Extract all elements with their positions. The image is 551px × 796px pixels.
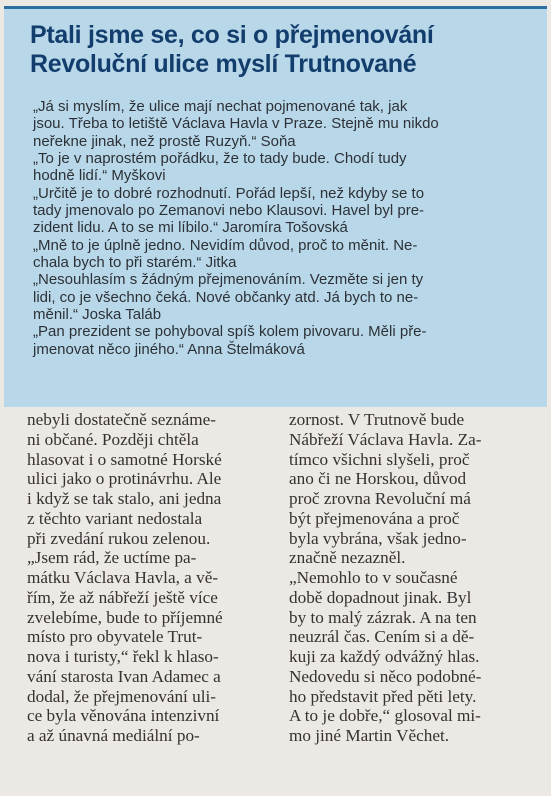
quote-2: „To je v naprostém pořádku, že to tady bude. Chodí tudy hodně lidí.“ Myškovi xyxy=(33,150,407,185)
quote-6: „Pan prezident se pohyboval spíš kolem pivovaru. Měli pře- jmenovat něco jiného.“ Anna Štelmáková xyxy=(33,323,427,358)
quote-3: „Určitě je to dobré rozhodnutí. Pořád lepší, než kdyby se to tady jmenovalo po Zemanovi nebo Klausovi. Havel byl pre- zident lidu. A to se mi líbilo.“ Jaromíra Tošovská xyxy=(33,184,425,237)
quote-5: „Nesouhlasím s žádným přejmenováním. Vezměte si jen ty lidi, co je všechno čeká. Nové občanky atd. Já bych to ne- měnil.“ Joska Taláb xyxy=(33,271,424,324)
quote-1: „Já si myslím, že ulice mají nechat pojmenované tak, jak jsou. Třeba to letiště Václava Havla v Praze. Stejně mu nikdo neřekne jinak, než prostě Ruzyň.“ Soňa xyxy=(33,98,439,150)
article-left-column xyxy=(27,410,277,746)
box-title: Ptali jsme se, co si o přejmenování Revoluční ulice myslí Trutnované xyxy=(30,21,434,78)
article-columns xyxy=(27,410,551,796)
quote-4: „Mně to je úplně jedno. Nevidím důvod, proč to měnit. Ne- chala bych to při starém.“ Jitka xyxy=(33,236,418,272)
article-paragraph: zornost. V Trutnově bude Nábřeží Václava Havla. Za- tímco všichni slyšeli, proč ano či ne Horskou, důvod proč zrovna Revoluční má být přejmenována a proč byla vybrána, však jedno- značně nezazněl. xyxy=(289,410,482,568)
survey-box xyxy=(4,6,547,407)
article-right-column xyxy=(289,410,539,746)
article-paragraph: nebyli dostatečně seznáme- ni občané. Později chtěla hlasovat i o samotné Horské ulici jako o protinávrhu. Ale i když se tak stalo, ani jedna z těchto variant nedostala při zvedání rukou zelenou. xyxy=(27,410,222,548)
quotes-list xyxy=(33,98,543,358)
article-paragraph: „Jsem rád, že uctíme pa- mátku Václava Havla, a vě- řím, že až nábřeží ještě více zvelebíme, bude to příjemné místo pro obyvatele Trut- nova i turisty,“ řekl k hlaso- vání starosta Ivan Adamec a dodal, že přejmenování uli- ce byla věnována intenzivní a až únavná mediální po- xyxy=(27,548,223,745)
article-paragraph: „Nemohlo to v současné době dopadnout jinak. Byl by to malý zázrak. A na ten neuzrál čas. Cením si a dě- kuji za každý odvážný hlas. Nedovedu si něco podobné- ho představit před pěti lety. A to je dobře,“ glosoval mi- mo jiné Martin Věchet. xyxy=(289,568,482,745)
